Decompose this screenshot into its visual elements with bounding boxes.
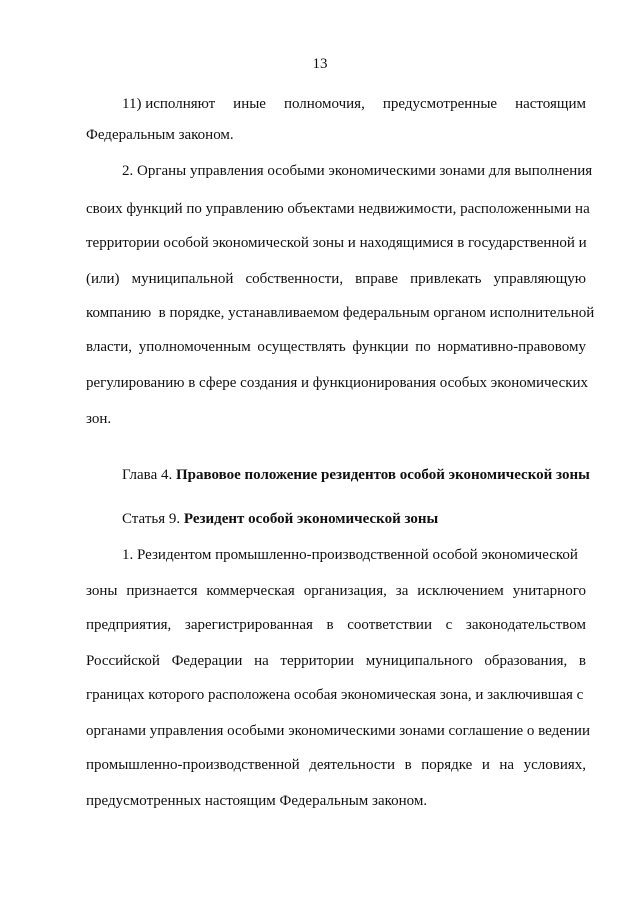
word: промышленно-производственной	[86, 757, 300, 773]
resident-line-3	[86, 616, 586, 634]
word: коммерческая	[206, 583, 295, 599]
para-2-line-8: зон.	[86, 411, 112, 427]
word: образования,	[484, 653, 568, 669]
chapter-heading	[122, 466, 590, 484]
word: организация,	[303, 583, 387, 599]
word: признается	[126, 583, 198, 599]
word: осуществлять	[257, 339, 346, 355]
word: законодательством	[465, 617, 586, 633]
word: полномочия,	[283, 96, 365, 112]
word: Российской	[86, 653, 160, 669]
article-heading	[122, 510, 438, 528]
word: управляющую	[493, 271, 586, 287]
word: 11) исполняют	[122, 96, 216, 112]
para-2-line-1: 2. Органы управления особыми экономическими зонами для выполнения	[122, 163, 593, 179]
para-2-line-6	[86, 338, 586, 356]
resident-line-5: границах которого расположена особая экономическая зона, и заключившая с	[86, 687, 584, 703]
word: муниципального	[365, 653, 473, 669]
article-title: Резидент особой экономической зоны	[183, 511, 439, 527]
para-2-line-4	[86, 270, 586, 288]
word: на	[254, 653, 269, 669]
word: зоны	[86, 583, 118, 599]
word: порядке	[421, 757, 473, 773]
word: привлекать	[410, 271, 482, 287]
word: исключением	[417, 583, 504, 599]
chapter-prefix: Глава 4.	[122, 467, 173, 483]
word: Федерации	[171, 653, 243, 669]
word: предприятия,	[86, 617, 172, 633]
word: с	[445, 617, 453, 633]
para-2-line-5: компанию в порядке, устанавливаемом федеральным органом исполнительной	[86, 305, 595, 321]
word: за	[395, 583, 409, 599]
word: власти,	[86, 339, 133, 355]
word: функции	[352, 339, 409, 355]
word: на	[499, 757, 515, 773]
resident-line-1: 1. Резидентом промышленно-производственной особой экономической	[122, 547, 578, 563]
chapter-title: Правовое положение резидентов особой экономической зоны	[175, 467, 590, 483]
word: уполномоченным	[138, 339, 251, 355]
word: собственности,	[245, 271, 344, 287]
item-11-line-2: Федеральным законом.	[86, 127, 234, 143]
page-number: 13	[312, 56, 328, 72]
word: территории	[280, 653, 355, 669]
word: унитарного	[512, 583, 586, 599]
word: в	[404, 757, 412, 773]
word: в	[326, 617, 334, 633]
resident-line-8: предусмотренных настоящим Федеральным законом.	[86, 793, 428, 809]
word: настоящим	[515, 96, 586, 112]
article-prefix: Статья 9.	[122, 511, 181, 527]
para-2-line-7: регулированию в сфере создания и функционирования особых экономических	[86, 375, 589, 391]
item-11-line-1	[122, 95, 586, 113]
word: соответствии	[347, 617, 432, 633]
word: нормативно-правовому	[437, 339, 586, 355]
word: в	[578, 653, 586, 669]
word: предусмотренные	[382, 96, 498, 112]
word: деятельности	[309, 757, 396, 773]
word: иные	[233, 96, 266, 112]
resident-line-6: органами управления особыми экономическими зонами соглашение о ведении	[86, 723, 590, 739]
word: зарегистрированная	[184, 617, 313, 633]
resident-line-2	[86, 582, 586, 600]
para-2-line-2: своих функций по управлению объектами недвижимости, расположенными на	[86, 201, 590, 217]
word: вправе	[355, 271, 399, 287]
word: и	[481, 757, 490, 773]
word: по	[415, 339, 431, 355]
word: (или)	[86, 271, 120, 287]
resident-line-4	[86, 652, 586, 670]
para-2-line-3: территории особой экономической зоны и находящимися в государственной и	[86, 235, 587, 251]
word: условиях,	[523, 757, 586, 773]
resident-line-7	[86, 756, 586, 774]
word: муниципальной	[131, 271, 234, 287]
